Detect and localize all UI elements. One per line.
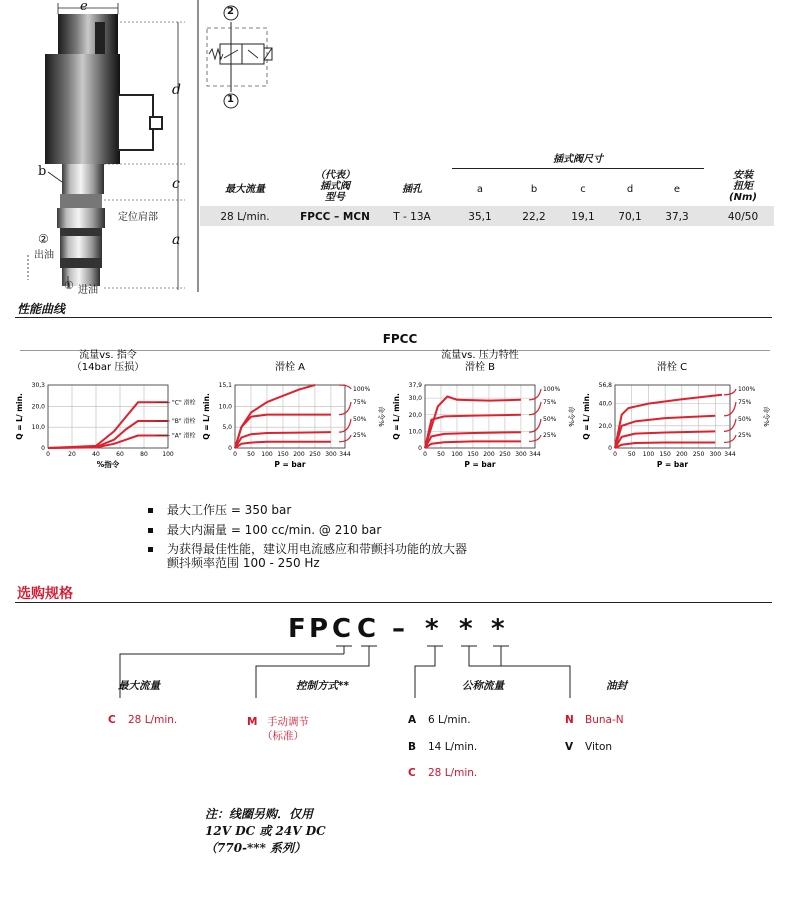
series-label: "B" 滑栓: [172, 417, 196, 425]
series-label: "A" 滑栓: [172, 432, 196, 440]
option-label: 28 L/min.: [128, 714, 178, 726]
x-tick-label: 344: [724, 451, 736, 458]
x-tick-label: 300: [515, 451, 527, 458]
right-axis-label: 命令%: [377, 406, 385, 427]
note-item: [148, 502, 291, 518]
y-tick-label: 37,9: [408, 382, 422, 389]
y-tick-label: 5,0: [222, 424, 232, 432]
group-title-nominal-flow: 公称流量: [462, 680, 504, 692]
shoulder-label: 定位肩部: [118, 212, 158, 223]
port1-number: ①: [64, 279, 74, 292]
spec-header-b: b: [530, 184, 538, 195]
x-tick-label: 0: [613, 451, 617, 458]
option-nominal-c: [408, 767, 477, 779]
coil-body: [45, 54, 120, 164]
connector: [118, 95, 153, 150]
note-text: 最大工作压 = 350 bar: [167, 503, 292, 517]
adjust-knob: [58, 14, 118, 54]
series-label: 25%: [543, 432, 557, 439]
dim-b-label: b: [38, 164, 47, 179]
code-char-c1: C: [332, 614, 352, 644]
x-tick-label: 150: [277, 451, 289, 458]
option-code: C: [408, 767, 416, 779]
x-tick-label: 344: [529, 451, 541, 458]
port2-label: 出油: [34, 250, 54, 261]
series-label: 50%: [543, 416, 557, 423]
chart-title: （14bar 压损）: [71, 362, 145, 373]
note-text: 最大内漏量 = 100 cc/min. @ 210 bar: [167, 523, 382, 537]
y-tick-label: 40,0: [598, 400, 612, 408]
perf-section-rule: [15, 317, 772, 318]
y-tick-label: 10,0: [408, 428, 422, 436]
spec-cell-model: FPCC – MCN: [300, 211, 370, 223]
y-tick-label: 0: [41, 445, 45, 452]
spec-header-max-flow: 最大流量: [225, 184, 265, 195]
y-tick-label: 15,1: [218, 382, 232, 389]
option-nominal-b: [408, 741, 477, 753]
spec-cell-c: 19,1: [571, 211, 595, 223]
x-tick-label: 200: [676, 451, 688, 458]
option-label: Buna-N: [585, 714, 624, 726]
spec-cell-e: 37,3: [665, 211, 689, 223]
right-axis-label: 命令%: [762, 406, 770, 427]
dim-c-label: c: [172, 176, 180, 192]
y-tick-label: 30,3: [31, 382, 45, 389]
code-char-star1: *: [425, 614, 439, 644]
x-tick-label: 300: [709, 451, 722, 458]
right-axis-label: 命令%: [567, 406, 575, 427]
x-tick-label: 50: [627, 451, 636, 458]
x-tick-label: 250: [309, 451, 321, 458]
series-label: "C" 滑栓: [172, 399, 196, 407]
series-label: 100%: [543, 386, 561, 393]
option-code: M: [247, 716, 258, 728]
option-label: 手动调节: [267, 716, 309, 728]
x-axis-label: %指令: [96, 460, 120, 469]
x-tick-label: 200: [293, 451, 305, 458]
coil-note: [205, 806, 326, 857]
option-code: B: [408, 741, 417, 753]
x-tick-label: 200: [483, 451, 495, 458]
performance-charts-svg: [0, 345, 800, 475]
x-tick-label: 300: [325, 451, 337, 458]
chart-title: 滑栓 B: [464, 362, 496, 373]
x-tick-label: 20: [68, 451, 76, 458]
note-text: 颤抖频率范围 100 - 250 Hz: [167, 556, 320, 570]
y-tick-label: 10,0: [218, 403, 232, 411]
coil-note-line: 注：线圈另购．仅用: [205, 807, 314, 821]
spec-header-torque: 安装 扭矩 (Nm): [729, 170, 757, 203]
x-tick-label: 0: [423, 451, 427, 458]
code-char-dash: –: [392, 614, 405, 644]
valve-drawing-svg: [0, 0, 200, 300]
dim-e-label: e: [80, 0, 88, 14]
series-label: 75%: [738, 399, 752, 406]
symbol-port-1: 1: [227, 94, 234, 105]
y-axis-label: Q = L/ min.: [392, 393, 401, 440]
y-tick-label: 0: [608, 445, 612, 452]
option-code: V: [565, 741, 574, 753]
series-line: [615, 395, 722, 448]
option-label: 28 L/min.: [428, 767, 478, 779]
x-tick-label: 250: [499, 451, 511, 458]
y-tick-label: 20,0: [598, 422, 612, 430]
y-tick-label: 30,0: [408, 395, 422, 403]
option-seal-v: [565, 741, 612, 753]
note-item-continued: [148, 555, 320, 571]
spec-header-a: a: [476, 184, 484, 195]
spec-header-d: d: [626, 184, 634, 195]
x-axis-label: P = bar: [274, 460, 306, 469]
chart-title: 滑栓 C: [656, 362, 688, 373]
y-axis-label: Q = L/ min.: [582, 393, 591, 440]
x-axis-label: P = bar: [656, 460, 689, 469]
spec-cell-d: 70,1: [618, 211, 642, 223]
series-label: 50%: [738, 416, 752, 423]
symbol-port-2: 2: [227, 6, 234, 17]
perf-chart-title: FPCC: [382, 332, 418, 346]
x-tick-label: 100: [261, 451, 273, 458]
series-label: 75%: [543, 399, 557, 406]
y-tick-label: 10,0: [31, 424, 45, 432]
x-tick-label: 150: [467, 451, 479, 458]
option-seal-n: [565, 714, 624, 726]
chart-2: [392, 348, 576, 469]
code-char-f: F: [288, 614, 306, 644]
x-tick-label: 50: [437, 451, 445, 458]
spec-cell-a: 35,1: [468, 211, 492, 223]
option-nominal-a: [408, 714, 471, 726]
code-char-c2: C: [357, 614, 377, 644]
option-label: 6 L/min.: [428, 714, 471, 726]
dim-a-label: a: [172, 232, 181, 248]
series-label: 25%: [353, 432, 367, 439]
spec-header-c: c: [580, 184, 586, 195]
y-tick-label: 0: [228, 445, 232, 452]
spec-header-e: e: [673, 184, 681, 195]
x-tick-label: 344: [339, 451, 351, 458]
coil-note-line: 12V DC 或 24V DC: [205, 824, 326, 838]
option-code: C: [108, 714, 116, 726]
spec-cell-torque: 40/50: [727, 211, 759, 223]
chart-0: [15, 348, 196, 469]
spec-cell-cavity: T - 13A: [393, 211, 431, 223]
chart-title: 流量vs. 指令: [79, 350, 137, 361]
ordering-title: 选购规格: [17, 586, 73, 602]
ordering-rule: [15, 602, 772, 603]
port1-label: 进油: [78, 285, 98, 296]
y-tick-label: 20,0: [31, 403, 45, 411]
series-label: 75%: [353, 399, 367, 406]
y-axis-label: Q = L/ min.: [202, 393, 211, 440]
note-text: 为获得最佳性能，建议用电流感应和带颤抖功能的放大器: [167, 542, 468, 556]
port2-number: ②: [38, 232, 49, 246]
option-code: A: [408, 714, 417, 726]
option-max-flow-c: [108, 714, 177, 726]
code-char-star3: *: [491, 614, 505, 644]
perf-section-title: 性能曲线: [17, 302, 66, 316]
series-label: 50%: [353, 416, 367, 423]
code-char-p: P: [309, 614, 329, 644]
hex-nut: [62, 164, 104, 194]
x-tick-label: 0: [233, 451, 237, 458]
x-tick-label: 80: [140, 451, 148, 458]
x-tick-label: 150: [659, 451, 671, 458]
coil-note-line: （770-*** 系列）: [205, 841, 307, 855]
x-axis-label: P = bar: [464, 460, 496, 469]
x-tick-label: 250: [692, 451, 705, 458]
option-control-m-sub: （标准）: [262, 730, 304, 742]
chart-title: 流量vs. 压力特性: [441, 350, 519, 361]
spec-cell-b: 22,2: [522, 211, 546, 223]
spec-header-cavity: 插孔: [402, 184, 422, 195]
group-title-max-flow: 最大流量: [118, 680, 160, 692]
option-code: N: [565, 714, 574, 726]
option-label: Viton: [585, 741, 613, 753]
x-tick-label: 0: [46, 451, 50, 458]
dim-d-label: d: [172, 82, 181, 98]
plot-frame: [48, 385, 168, 448]
spec-cell-max-flow: 28 L/min.: [220, 211, 270, 223]
x-tick-label: 100: [162, 451, 174, 458]
series-line: [235, 385, 315, 448]
series-label: 100%: [353, 386, 371, 393]
hydraulic-symbol: [200, 0, 280, 115]
spec-group-header: 插式阀尺寸: [553, 154, 603, 165]
x-tick-label: 100: [642, 451, 655, 458]
series-label: 100%: [738, 386, 756, 393]
group-title-seal: 油封: [606, 680, 627, 692]
valve-drawing: [0, 0, 200, 300]
y-tick-label: 0: [418, 445, 422, 452]
chart-title: 滑栓 A: [274, 362, 306, 373]
y-tick-label: 56,8: [598, 382, 612, 389]
option-control-m: [247, 714, 309, 729]
y-axis-label: Q = L/ min.: [15, 393, 24, 440]
chart-1: [202, 360, 386, 469]
x-tick-label: 50: [247, 451, 255, 458]
y-tick-label: 20,0: [408, 411, 422, 419]
x-tick-label: 40: [92, 451, 100, 458]
group-title-control: 控制方式**: [296, 680, 349, 692]
code-char-star2: *: [459, 614, 473, 644]
series-label: 25%: [738, 432, 752, 439]
x-tick-label: 60: [116, 451, 124, 458]
option-label: 14 L/min.: [428, 741, 478, 753]
note-item: [148, 522, 381, 538]
chart-3: [582, 360, 771, 469]
x-tick-label: 100: [451, 451, 463, 458]
spec-header-model: （代表） 插式阀 型号: [315, 170, 355, 203]
